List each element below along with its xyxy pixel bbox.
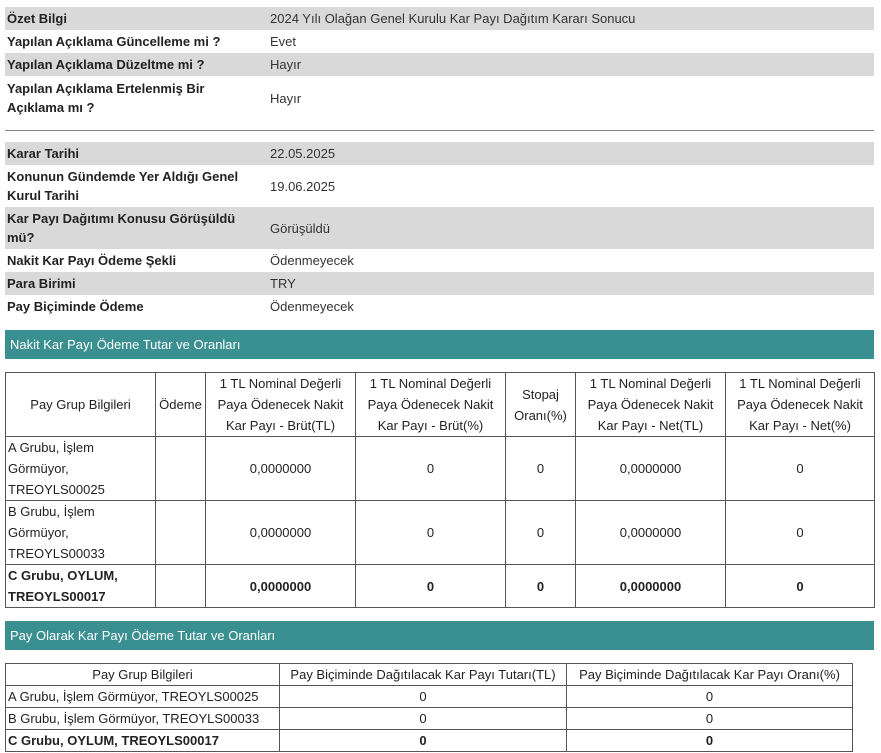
cell-gross-tl: 0,0000000 (206, 501, 356, 565)
col-header-net-pct: 1 TL Nominal Değerli Paya Ödenecek Nakit Kar Payı - Net(%) (726, 373, 875, 437)
cell-group: C Grubu, OYLUM, TREOYLS00017 (6, 565, 156, 608)
table-row (6, 565, 875, 608)
summary-value: 2024 Yılı Olağan Genel Kurulu Kar Payı Dağıtım Kararı Sonucu (266, 7, 874, 30)
share-dividend-table (5, 663, 853, 752)
summary-table (5, 7, 874, 120)
summary-value: Hayır (270, 90, 302, 106)
cell-withholding: 0 (506, 565, 576, 608)
details-value: Ödenmeyecek (270, 253, 354, 268)
table-row (6, 686, 853, 708)
details-row (5, 165, 874, 207)
share-section-title: Pay Olarak Kar Payı Ödeme Tutar ve Oranları (5, 621, 874, 650)
cell-net-pct: 0 (726, 501, 875, 565)
cell-ratio: 0 (567, 708, 853, 730)
col-header-group: Pay Grup Bilgileri (6, 373, 156, 437)
details-key: Karar Tarihi (5, 142, 266, 165)
summary-row (5, 7, 874, 30)
summary-value: Evet (270, 34, 297, 49)
cell-group: C Grubu, OYLUM, TREOYLS00017 (6, 730, 280, 752)
cell-payment (156, 565, 206, 608)
details-row (5, 207, 874, 249)
summary-key: Yapılan Açıklama Ertelenmiş Bir Açıklama mı ? (7, 81, 205, 115)
details-value: 22.05.2025 (266, 142, 874, 165)
details-row (5, 295, 874, 318)
divider (5, 130, 874, 131)
cell-ratio: 0 (567, 730, 853, 752)
details-value: Ödenmeyecek (270, 299, 354, 314)
cash-section-title: Nakit Kar Payı Ödeme Tutar ve Oranları (5, 330, 874, 359)
cell-gross-pct: 0 (356, 437, 506, 501)
summary-row (5, 53, 874, 76)
cash-dividend-table (5, 372, 875, 608)
table-row (6, 501, 875, 565)
cell-ratio: 0 (567, 686, 853, 708)
summary-row (5, 30, 874, 53)
details-row (5, 272, 874, 295)
cell-payment (156, 437, 206, 501)
details-value: 19.06.2025 (270, 178, 336, 194)
col-header-gross-tl: 1 TL Nominal Değerli Paya Ödenecek Nakit Kar Payı - Brüt(TL) (206, 373, 356, 437)
cell-net-tl: 0,0000000 (576, 437, 726, 501)
details-value: TRY (266, 272, 874, 295)
col-header-net-tl: 1 TL Nominal Değerli Paya Ödenecek Nakit Kar Payı - Net(TL) (576, 373, 726, 437)
details-key: Kar Payı Dağıtımı Konusu Görüşüldü mü? (5, 207, 266, 249)
cell-withholding: 0 (506, 437, 576, 501)
details-key: Para Birimi (5, 272, 266, 295)
cell-amount: 0 (280, 686, 567, 708)
cell-amount: 0 (280, 708, 567, 730)
summary-row (5, 76, 874, 120)
details-key: Konunun Gündemde Yer Aldığı Genel Kurul Tarihi (7, 169, 239, 203)
details-key: Pay Biçiminde Ödeme (7, 299, 144, 314)
summary-key: Yapılan Açıklama Düzeltme mi ? (5, 53, 266, 76)
table-row (6, 730, 853, 752)
summary-key: Yapılan Açıklama Güncelleme mi ? (7, 34, 221, 49)
cell-group: B Grubu, İşlem Görmüyor, TREOYLS00033 (6, 501, 156, 565)
col-header-withholding: Stopaj Oranı(%) (506, 373, 576, 437)
table-header-row (6, 373, 875, 437)
cell-amount: 0 (280, 730, 567, 752)
details-table (5, 142, 874, 318)
details-row (5, 142, 874, 165)
cell-group: A Grubu, İşlem Görmüyor, TREOYLS00025 (6, 686, 280, 708)
col-header-gross-pct: 1 TL Nominal Değerli Paya Ödenecek Nakit Kar Payı - Brüt(%) (356, 373, 506, 437)
summary-key: Özet Bilgi (5, 7, 266, 30)
cell-gross-tl: 0,0000000 (206, 437, 356, 501)
cell-net-pct: 0 (726, 565, 875, 608)
cell-net-tl: 0,0000000 (576, 565, 726, 608)
table-row (6, 708, 853, 730)
cell-net-pct: 0 (726, 437, 875, 501)
cell-gross-pct: 0 (356, 565, 506, 608)
cell-group: B Grubu, İşlem Görmüyor, TREOYLS00033 (6, 708, 280, 730)
col-header-amount: Pay Biçiminde Dağıtılacak Kar Payı Tutarı(TL) (280, 664, 567, 686)
cell-gross-pct: 0 (356, 501, 506, 565)
col-header-ratio: Pay Biçiminde Dağıtılacak Kar Payı Oranı(%) (567, 664, 853, 686)
details-key: Nakit Kar Payı Ödeme Şekli (7, 253, 177, 268)
col-header-group: Pay Grup Bilgileri (6, 664, 280, 686)
dividend-disclosure (5, 7, 874, 752)
col-header-payment: Ödeme (156, 373, 206, 437)
table-row (6, 437, 875, 501)
table-header-row (6, 664, 853, 686)
summary-value: Hayır (266, 53, 874, 76)
cell-net-tl: 0,0000000 (576, 501, 726, 565)
cell-payment (156, 501, 206, 565)
details-value: Görüşüldü (266, 207, 874, 249)
cell-group: A Grubu, İşlem Görmüyor, TREOYLS00025 (6, 437, 156, 501)
cell-gross-tl: 0,0000000 (206, 565, 356, 608)
cell-withholding: 0 (506, 501, 576, 565)
details-row (5, 249, 874, 272)
